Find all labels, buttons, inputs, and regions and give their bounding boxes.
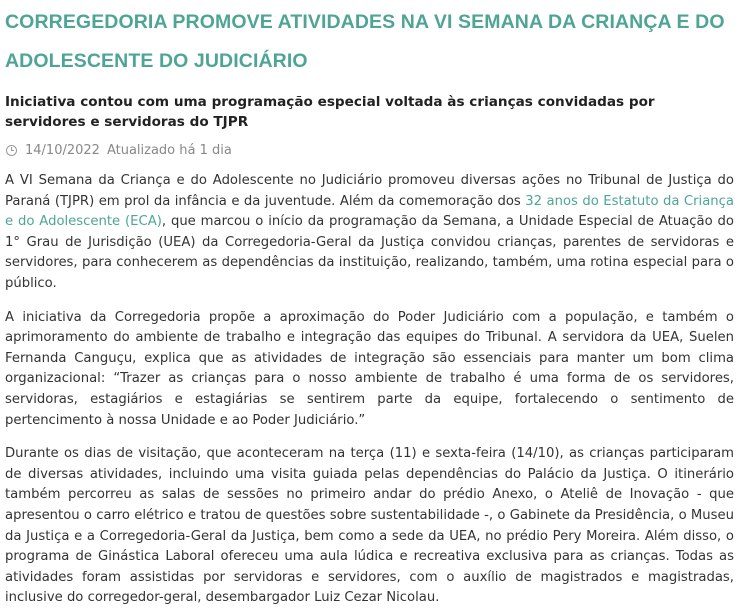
article-subtitle: Iniciativa contou com uma programação especial voltada às crianças convidadas por servidores e servidoras do TJPR	[5, 94, 655, 130]
paragraph-1-before: A VI Semana da Criança e do Adolescente no Judiciário promoveu diversas ações no Tribunal de Justiça do Paraná (TJPR) em prol da infância e da juventude. Além da comemoração dos	[5, 173, 734, 209]
paragraph-3: Durante os dias de visitação, que aconteceram na terça (11) e sexta-feira (14/10), as crianças participaram de diversas atividades, incluindo uma visita guiada pelas dependências do Palácio da Justiça. O itinerário também percorreu as salas de sessões no primeiro andar do prédio Anexo, o Ateliê de Inovação - que apresentou o carro elétrico e tratou de questões sobre sustentabilidade -, o Gabinete da Presidência, o Museu da Justiça e a Corregedoria-Geral da Justiça, bem como a sede da UEA, no prédio Pery Moreira. Além disso, o programa de Ginástica Laboral ofereceu uma aula lúdica e recreativa exclusiva para as crianças. Todas as atividades foram assistidas por servidoras e servidores, com o auxílio de magistrados e magistradas, inclusive do corregedor-geral, desembargador Luiz Cezar Nicolau.	[5, 446, 734, 606]
paragraph-1-after: , que marcou o início da programação da Semana, a Unidade Especial de Atuação do 1° Grau de Jurisdição (UEA) da Corregedoria-Geral da Justiça convidou crianças, parentes de servidoras e servidores, para conhecerem as dependências da instituição, realizando, também, uma rotina especial para o público.	[5, 214, 734, 291]
article-meta	[5, 140, 734, 160]
publish-date: 14/10/2022	[25, 142, 100, 158]
article-title: CORREGEDORIA PROMOVE ATIVIDADES NA VI SEMANA DA CRIANÇA E DO ADOLESCENTE DO JUDICIÁRIO	[5, 11, 725, 72]
clock-icon	[6, 145, 17, 156]
paragraph-1	[5, 171, 734, 295]
eca-link[interactable]: 32 anos do Estatuto da Criança e do Adolescente (ECA)	[5, 193, 734, 230]
paragraph-2: A iniciativa da Corregedoria propõe a aproximação do Poder Judiciário com a população, e também o aprimoramento do ambiente de trabalho e integração das equipes do Tribunal. A servidora da UEA, Suelen Fernanda Canguçu, explica que as atividades de integração são essenciais para manter um bom clima organizacional: “Trazer as crianças para o nosso ambiente de trabalho é uma forma de os servidores, servidoras, estagiários e estagiárias se sentirem parte da equipe, fortalecendo o sentimento de pertencimento à nossa Unidade e ao Poder Judiciário.”	[5, 309, 734, 428]
article-body	[5, 171, 734, 609]
updated-label: Atualizado há 1 dia	[106, 142, 232, 158]
